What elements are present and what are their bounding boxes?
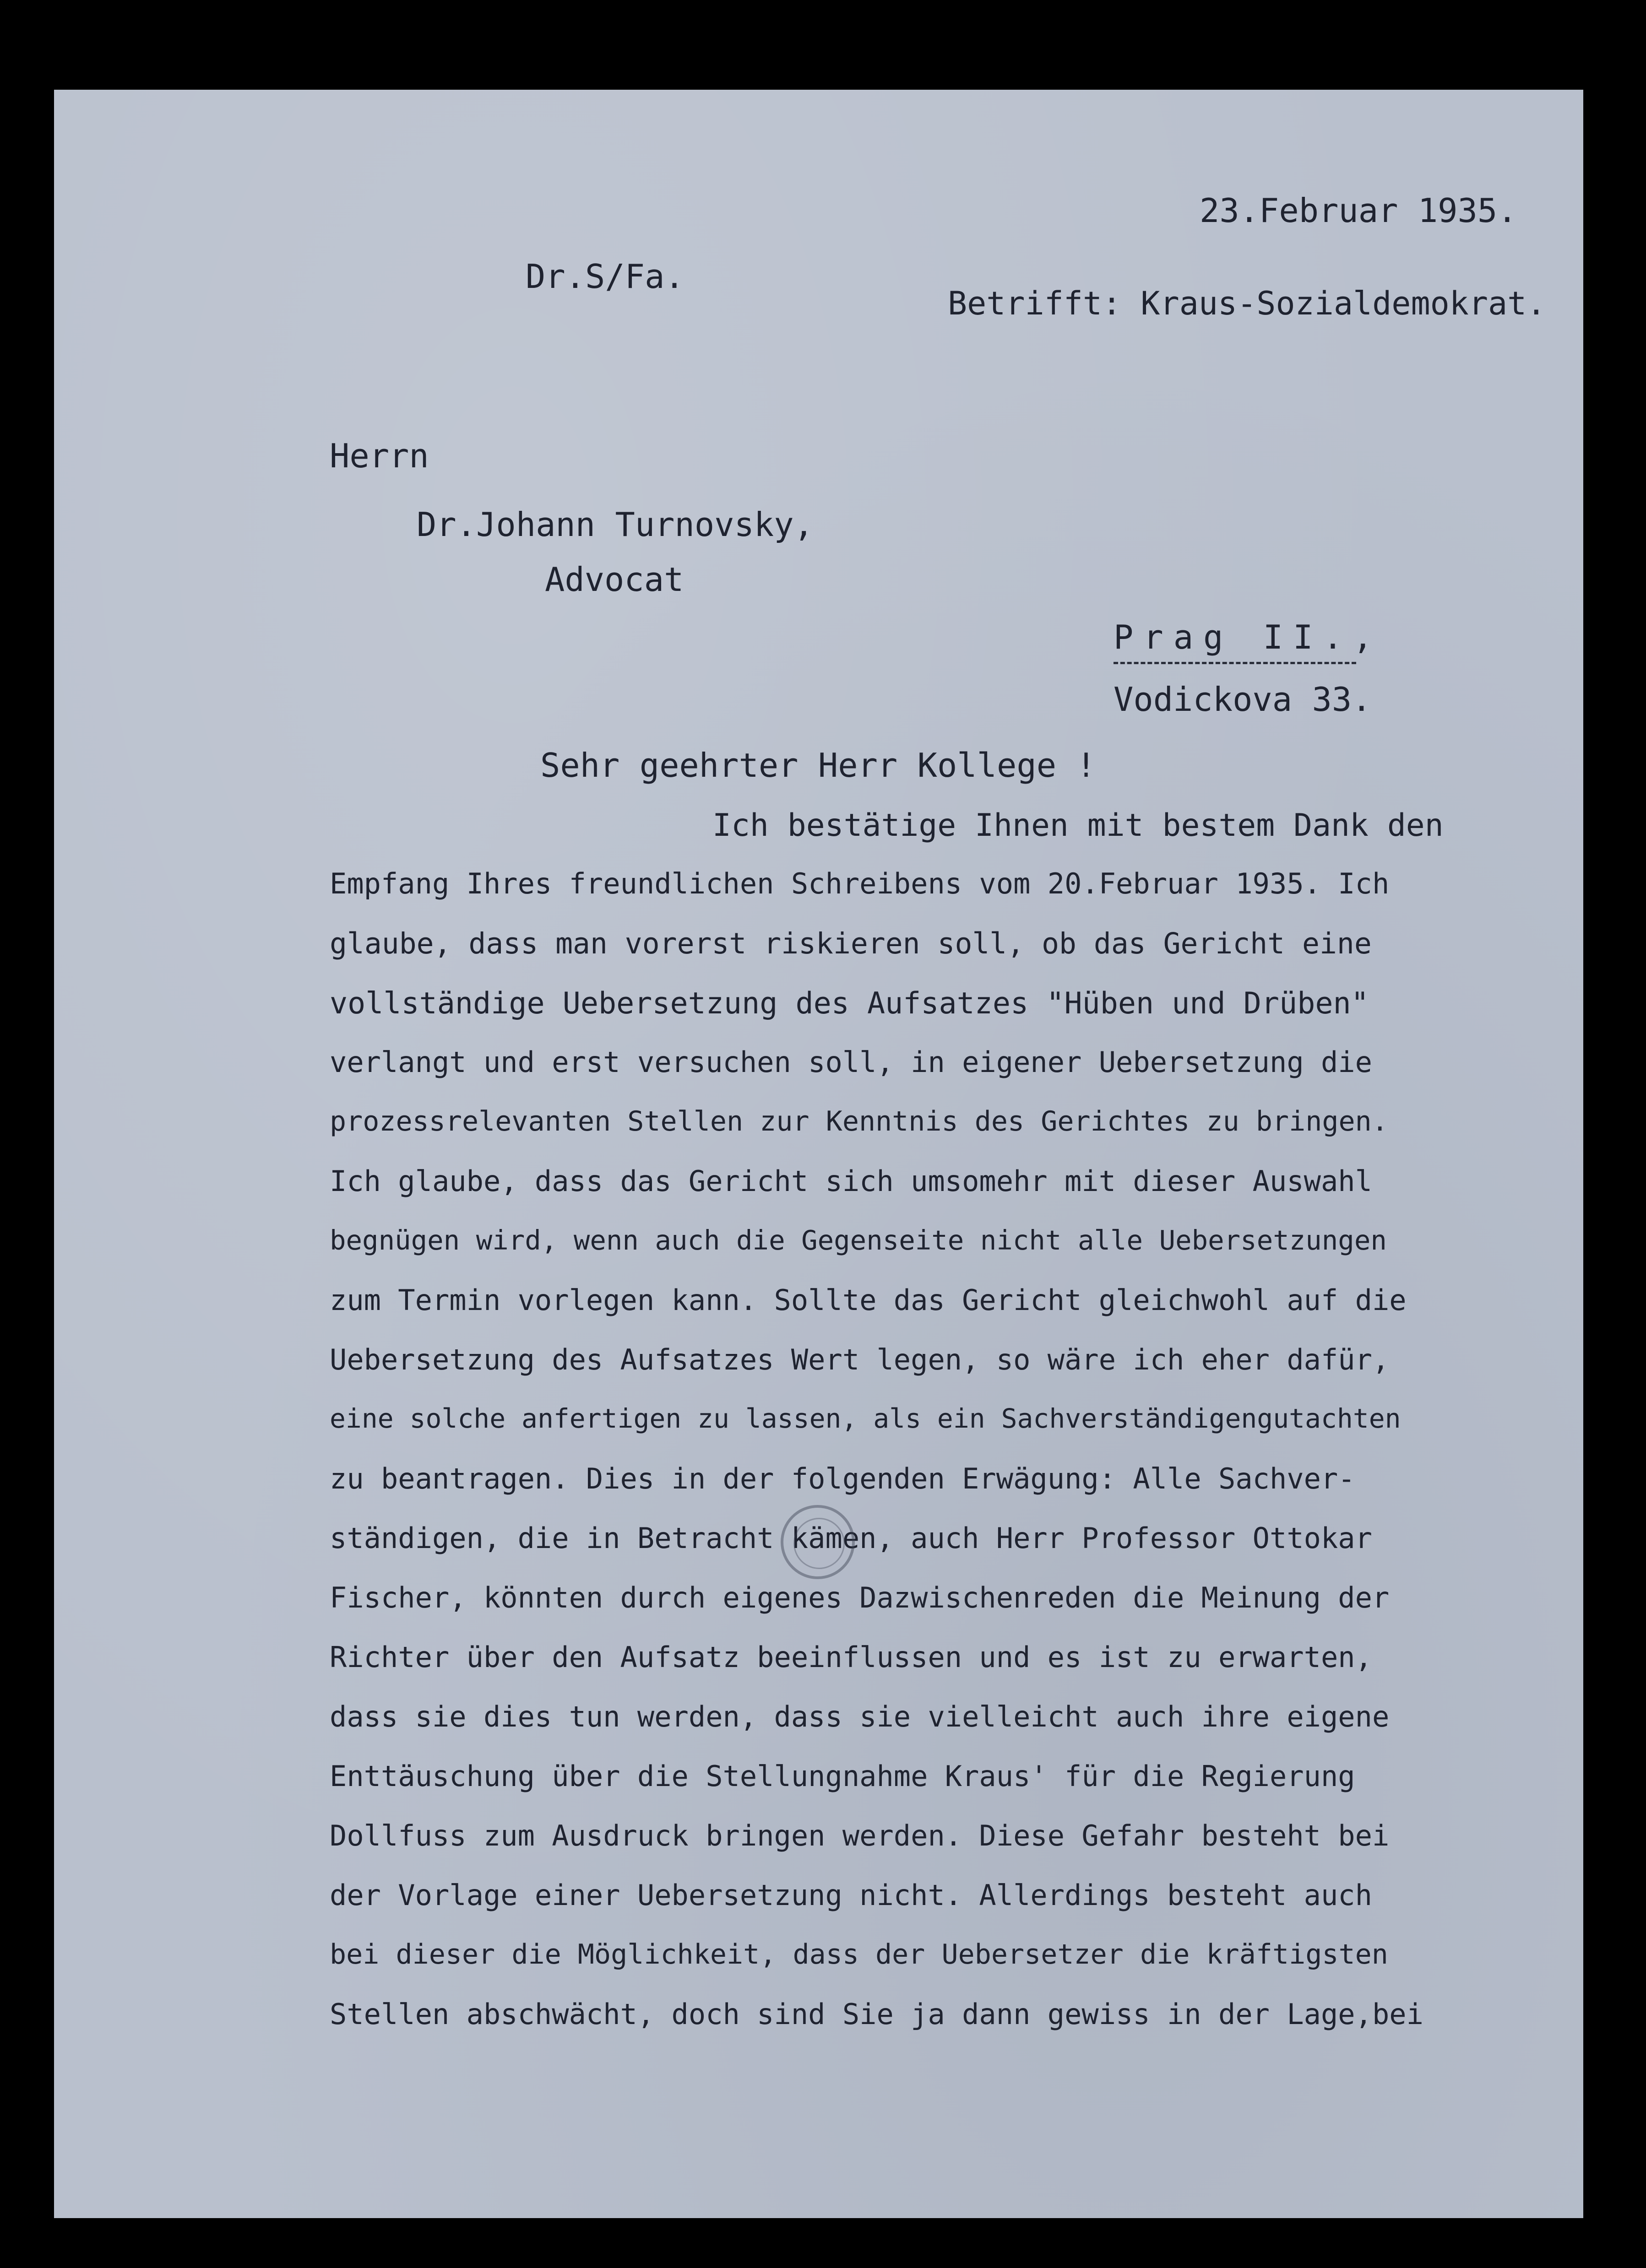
recipient-salutation-line: Herrn	[330, 437, 429, 475]
body-line-12: zu beantragen. Dies in der folgenden Erwägung: Alle Sachver-	[330, 1462, 1355, 1495]
letter-date: 23.Februar 1935.	[1200, 191, 1517, 230]
body-line-10: Uebersetzung des Aufsatzes Wert legen, so wäre ich eher dafür,	[330, 1343, 1390, 1376]
archive-stamp	[781, 1505, 855, 1579]
body-line-19: der Vorlage einer Uebersetzung nicht. Allerdings besteht auch	[330, 1878, 1372, 1912]
body-line-21: Stellen abschwächt, doch sind Sie ja dann gewiss in der Lage,bei	[330, 1997, 1423, 2031]
body-line-8: begnügen wird, wenn auch die Gegenseite nicht alle Uebersetzungen	[330, 1224, 1387, 1256]
body-line-18: Dollfuss zum Ausdruck bringen werden. Diese Gefahr besteht bei	[330, 1819, 1390, 1852]
body-line-1: Ich bestätige Ihnen mit bestem Dank den	[712, 807, 1444, 844]
body-line-6: prozessrelevanten Stellen zur Kenntnis des Gerichtes zu bringen.	[330, 1105, 1388, 1137]
body-line-16: dass sie dies tun werden, dass sie vielleicht auch ihre eigene	[330, 1700, 1390, 1733]
greeting: Sehr geehrter Herr Kollege !	[540, 746, 1096, 785]
body-line-5: verlangt und erst versuchen soll, in eigener Uebersetzung die	[330, 1045, 1372, 1079]
body-line-20: bei dieser die Möglichkeit, dass der Uebersetzer die kräftigsten	[330, 1938, 1388, 1970]
recipient-name: Dr.Johann Turnovsky,	[417, 505, 814, 544]
body-line-4: vollständige Uebersetzung des Aufsatzes "Hüben und Drüben"	[330, 986, 1369, 1021]
recipient-street: Vodickova 33.	[1114, 680, 1372, 719]
body-line-9: zum Termin vorlegen kann. Sollte das Gericht gleichwohl auf die	[330, 1283, 1407, 1317]
city-underline	[1114, 662, 1356, 664]
reference-initials: Dr.S/Fa.	[526, 257, 684, 296]
recipient-city: Prag II.,	[1114, 618, 1383, 656]
recipient-profession: Advocat	[545, 560, 684, 599]
archive-stamp-inner-ring	[793, 1518, 845, 1569]
body-line-7: Ich glaube, dass das Gericht sich umsomehr mit dieser Auswahl	[330, 1164, 1372, 1198]
body-line-11: eine solche anfertigen zu lassen, als ein Sachverständigengutachten	[330, 1403, 1401, 1434]
body-line-3: glaube, dass man vorerst riskieren soll, ob das Gericht eine	[330, 927, 1372, 960]
body-line-14: Fischer, könnten durch eigenes Dazwischenreden die Meinung der	[330, 1581, 1390, 1614]
body-line-13: ständigen, die in Betracht kämen, auch Herr Professor Ottokar	[330, 1521, 1372, 1555]
body-line-15: Richter über den Aufsatz beeinflussen und es ist zu erwarten,	[330, 1640, 1372, 1674]
body-line-17: Enttäuschung über die Stellungnahme Kraus' für die Regierung	[330, 1759, 1355, 1793]
subject-line: Betrifft: Kraus-Sozialdemokrat.	[948, 285, 1546, 322]
body-line-2: Empfang Ihres freundlichen Schreibens vom 20.Februar 1935. Ich	[330, 867, 1390, 900]
